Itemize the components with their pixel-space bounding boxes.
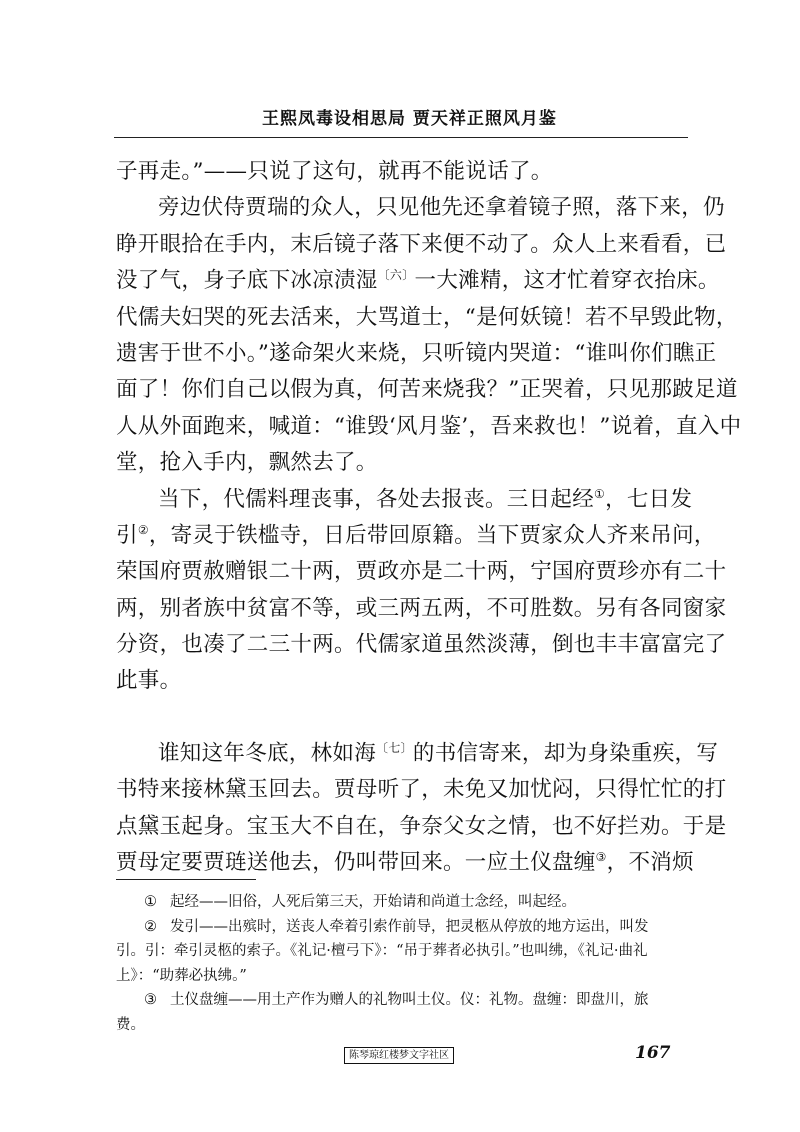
footnotes bbox=[116, 890, 690, 1037]
text-segment: 当下，代儒料理丧事，各处去报丧。三日起经 bbox=[158, 486, 595, 512]
footnote-marker: ① bbox=[594, 486, 606, 501]
text-line: 代儒夫妇哭的死去活来，大骂道士，“是何妖镜！若不早毁此物， bbox=[116, 304, 738, 330]
footnote-rule bbox=[116, 879, 256, 880]
footnote-text: 发引——出殡时，送丧人牵着引索作前导，把灵柩从停放的地方运出，叫发 bbox=[170, 918, 649, 935]
text-segment: ，七日发 bbox=[605, 486, 693, 512]
text-segment: 的书信寄来，却为身染重疾，写 bbox=[412, 740, 719, 766]
footnote-text: 费。 bbox=[116, 1016, 145, 1033]
text-line: 此事。 bbox=[116, 668, 182, 694]
section-gap bbox=[116, 700, 690, 736]
footnote-text: 上》：“助葬必执绋。” bbox=[116, 967, 247, 984]
text-line: 荣国府贾赦赠银二十两，贾政亦是二十两，宁国府贾珍亦有二十 bbox=[116, 559, 727, 585]
watermark-stamp: 陈琴琼红楼梦文字社区 bbox=[344, 1047, 454, 1064]
text-line: 旁边伏侍贾瑞的众人，只见他先还拿着镜子照，落下来，仍 bbox=[158, 195, 725, 221]
endnote-marker: 〔六〕 bbox=[377, 268, 415, 283]
text-line bbox=[116, 845, 694, 881]
text-line: 两，别者族中贫富不等，或三两五两，不可胜数。另有各同窗家 bbox=[116, 595, 727, 621]
text-segment: ，寄灵于铁槛寺，日后带回原籍。当下贾家众人齐来吊问， bbox=[148, 522, 716, 548]
footnote-3 bbox=[116, 988, 690, 1013]
footnote-number: ② bbox=[144, 918, 157, 935]
text-segment: 谁知这年冬底，林如海 bbox=[158, 740, 377, 766]
running-head: 王熙凤毒设相思局 贾天祥正照风月鉴 bbox=[262, 109, 557, 129]
footnote-text: 土仪盘缠——用土产作为赠人的礼物叫土仪。仪：礼物。盘缠：即盘川，旅 bbox=[170, 992, 649, 1008]
text-segment: 引 bbox=[116, 522, 138, 548]
header-rule bbox=[114, 137, 688, 138]
text-segment: 一大滩精，这才忙着穿衣抬床。 bbox=[414, 268, 720, 294]
text-line bbox=[116, 518, 716, 554]
text-segment: ，不消烦 bbox=[606, 850, 694, 876]
footnote-number: ① bbox=[144, 894, 157, 910]
text-line bbox=[116, 736, 719, 772]
text-line: 点黛玉起身。宝玉大不自在，争奈父女之情，也不好拦劝。于是 bbox=[116, 813, 727, 839]
text-line: 睁开眼拾在手内，末后镜子落下来便不动了。众人上来看看，已 bbox=[116, 231, 727, 257]
text-line bbox=[116, 263, 720, 299]
text-line: 遗害于世不小。”遂命架火来烧，只听镜内哭道：“谁叫你们瞧正 bbox=[116, 340, 717, 366]
footnote-marker: ② bbox=[137, 522, 149, 537]
body-text bbox=[116, 154, 742, 881]
text-line: 堂，抢入手内，飘然去了。 bbox=[116, 450, 378, 476]
text-segment: 没了气，身子底下冰凉渍湿 bbox=[116, 268, 378, 294]
page-number: 167 bbox=[635, 1043, 671, 1063]
text-line: 分资，也凑了二三十两。代儒家道虽然淡薄，倒也丰丰富富完了 bbox=[116, 632, 727, 658]
text-line bbox=[116, 482, 693, 518]
text-line: 面了！你们自己以假为真，何苦来烧我？”正哭着，只见那跛足道 bbox=[116, 377, 738, 403]
footnote-text: 引。引：牵引灵柩的索子。《礼记·檀弓下》：“吊于葬者必执引。”也叫绋，《礼记·曲礼 bbox=[116, 943, 648, 959]
text-segment: 贾母定要贾琏送他去，仍叫带回来。一应土仪盘缠 bbox=[116, 850, 596, 876]
text-line: 书特来接林黛玉回去。贾母听了，未免又加忧闷，只得忙忙的打 bbox=[116, 777, 727, 803]
footnote-2 bbox=[116, 915, 690, 940]
footnote-text: 起经——旧俗，人死后第三天，开始请和尚道士念经，叫起经。 bbox=[170, 894, 576, 910]
endnote-marker: 〔七〕 bbox=[376, 740, 413, 755]
footnote-number: ③ bbox=[144, 992, 157, 1008]
text-line: 人从外面跑来，喊道：“谁毁‘风月鉴’，吾来救也！”说着，直入中 bbox=[116, 413, 742, 439]
text-line: 子再走。”——只说了这句，就再不能说话了。 bbox=[116, 159, 553, 184]
footnote-marker: ③ bbox=[595, 849, 607, 864]
footnote-1 bbox=[116, 890, 690, 915]
